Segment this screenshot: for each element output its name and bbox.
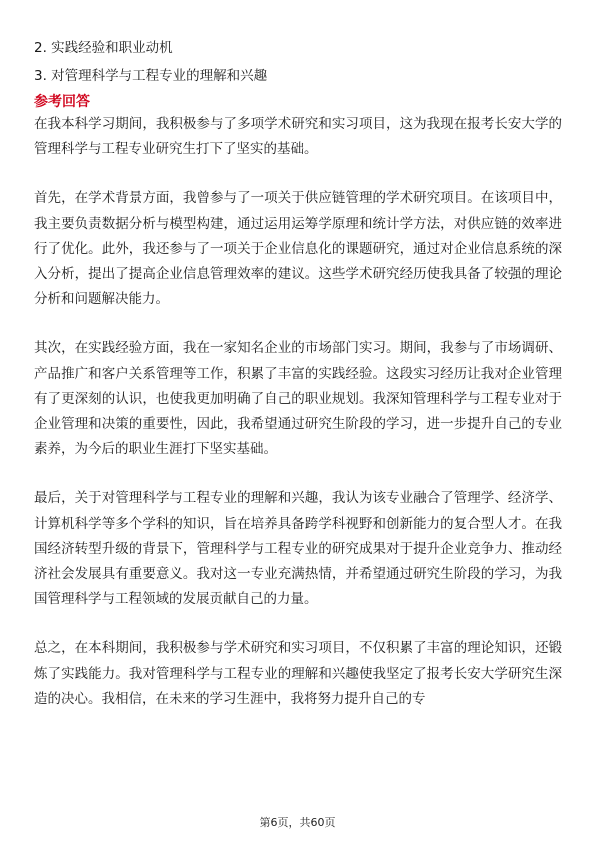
answer-heading: 参考回答: [34, 94, 90, 110]
paragraph-academic: 首先，在学术背景方面，我曾参与了一项关于供应链管理的学术研究项目。在该项目中，我主要负责数据分析与模型构建，通过运用运筹学原理和统计学方法，对供应链的效率进行了优化。此外，我还参与了一项关于企业信息化的课题研究，通过对企业信息系统的深入分析，提出了提高企业信息管理效率的建议。这些学术研究经历使我具备了较强的理论分析和问题解决能力。: [34, 190, 562, 308]
paragraph-conclusion: 总之，在本科期间，我积极参与学术研究和实习项目，不仅积累了丰富的理论知识，还锻炼了实践能力。我对管理科学与工程专业的理解和兴趣使我坚定了报考长安大学研究生深造的决心。我相信，在未来的学习生涯中，我将努力提升自己的专: [34, 640, 562, 707]
paragraph-intro: 在我本科学习期间，我积极参与了多项学术研究和实习项目，这为我现在报考长安大学的管理科学与工程专业研究生打下了坚实的基础。: [34, 116, 562, 158]
paragraph-practice: 其次，在实践经验方面，我在一家知名企业的市场部门实习。期间，我参与了市场调研、产品推广和客户关系管理等工作，积累了丰富的实践经验。这段实习经历让我对企业管理有了更深刻的认识，也使我更加明确了自己的职业规划。我深知管理科学与工程专业对于企业管理和决策的重要性，因此，我希望通过研究生阶段的学习，进一步提升自己的专业素养，为今后的职业生涯打下坚实基础。: [34, 340, 562, 458]
list-item-major-interest: 3. 对管理科学与工程专业的理解和兴趣: [34, 68, 268, 84]
page-number-footer: 第6页，共60页: [259, 816, 336, 829]
document-body: [34, 36, 562, 736]
paragraph-interest: 最后，关于对管理科学与工程专业的理解和兴趣，我认为该专业融合了管理学、经济学、计算机科学等多个学科的知识，旨在培养具备跨学科视野和创新能力的复合型人才。在我国经济转型升级的背景下，管理科学与工程专业的研究成果对于提升企业竞争力、推动经济社会发展具有重要意义。我对这一专业充满热情，并希望通过研究生阶段的学习，为我国管理科学与工程领域的发展贡献自己的力量。: [34, 490, 562, 608]
list-item-practice-motivation: 2. 实践经验和职业动机: [34, 40, 173, 56]
